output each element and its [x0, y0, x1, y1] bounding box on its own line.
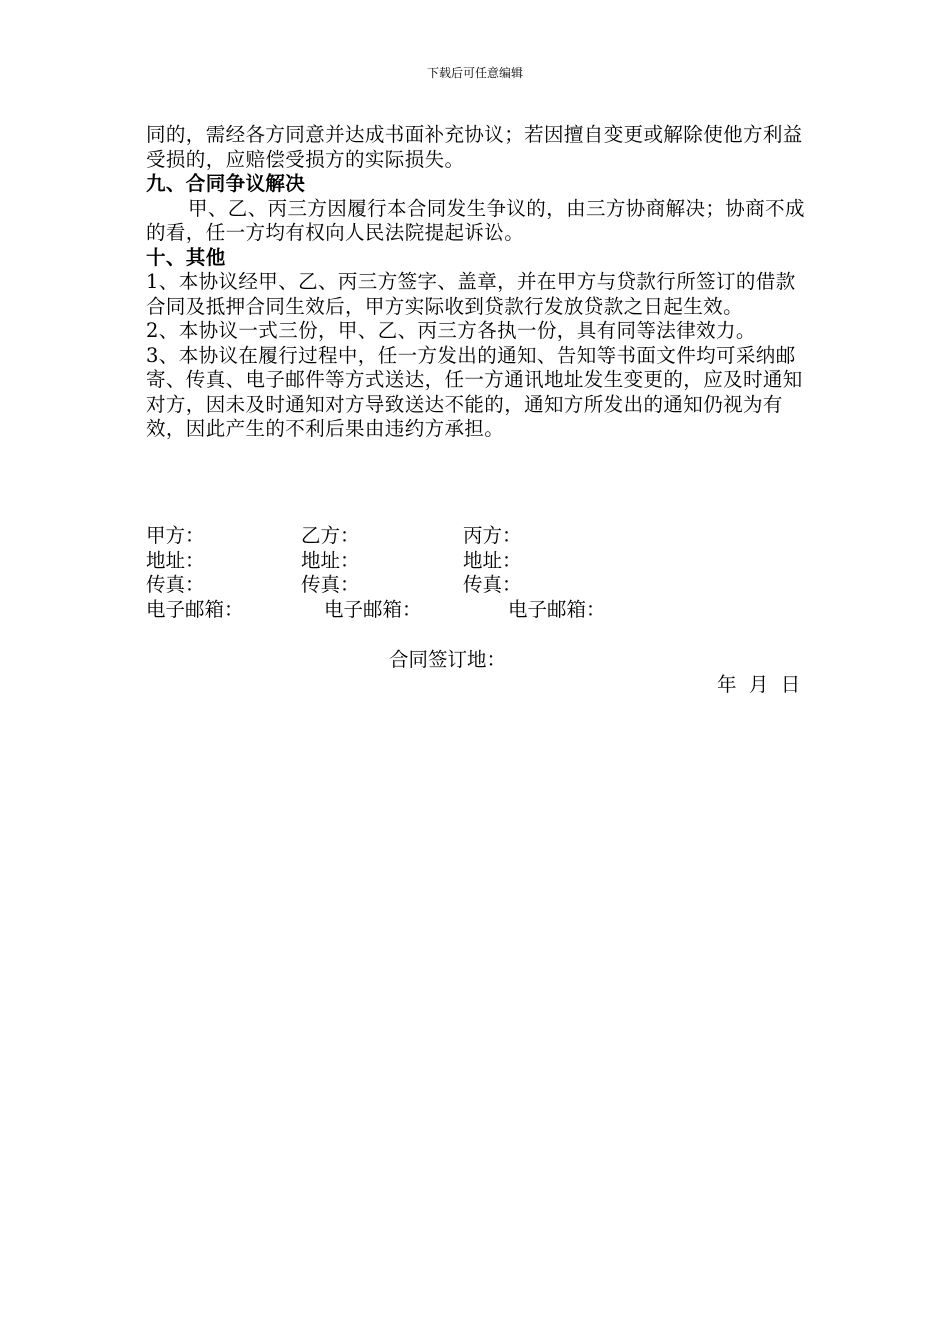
signature-row-party: [146, 524, 846, 549]
signature-block: [146, 524, 846, 622]
party-b-fax-label: 传真：: [301, 573, 360, 596]
party-c-address-label: 地址：: [463, 548, 522, 572]
clause-copies: 2、本协议一式三份，甲、乙、丙三方各执一份，具有同等法律效力。: [146, 319, 756, 342]
signing-place-label: 合同签订地：: [389, 648, 507, 671]
section-heading-other: 十、其他: [146, 245, 226, 269]
party-b-address-label: 地址：: [301, 548, 360, 572]
header-note: 下载后可任意编辑: [426, 66, 523, 80]
clause-notices: 3、本协议在履行过程中，任一方发出的通知、告知等书面文件均可采纳邮寄、传真、电子邮件等方式送达，任一方通讯地址发生变更的，应及时通知对方，因未及时通知对方导致送达不能的，通知方所发出的通知仍视为有效，因此产生的不利后果由违约方承担。: [146, 343, 803, 440]
signature-row-email: [146, 598, 846, 623]
signature-row-address: [146, 549, 846, 574]
section-heading-dispute: 九、合同争议解决: [146, 172, 306, 195]
party-a-fax-label: 传真：: [146, 573, 205, 596]
contract-body: [146, 123, 814, 442]
party-a-address-label: 地址：: [146, 548, 205, 572]
party-b-label: 乙方：: [301, 524, 360, 547]
paragraph-continuation: 同的，需经各方同意并达成书面补充协议；若因擅自变更或解除使他方利益受损的，应赔偿受损方的实际损失。: [146, 123, 803, 171]
party-a-email-label: 电子邮箱：: [146, 597, 244, 621]
party-c-email-label: 电子邮箱：: [508, 597, 606, 621]
party-b-email-label: 电子邮箱：: [324, 597, 422, 621]
date-line: 年 月 日: [717, 673, 801, 696]
paragraph-dispute-resolution: 甲、乙、丙三方因履行本合同发生争议的，由三方协商解决；协商不成的看，任一方均有权向人民法院提起诉讼。: [146, 196, 805, 244]
party-a-label: 甲方：: [146, 524, 205, 547]
signature-row-fax: [146, 573, 846, 598]
party-c-label: 丙方：: [463, 524, 522, 547]
clause-effective: 1、本协议经甲、乙、丙三方签字、盖章，并在甲方与贷款行所签订的借款合同及抵押合同生效后，甲方实际收到贷款行发放贷款之日起生效。: [146, 270, 796, 318]
party-c-fax-label: 传真：: [463, 573, 522, 596]
